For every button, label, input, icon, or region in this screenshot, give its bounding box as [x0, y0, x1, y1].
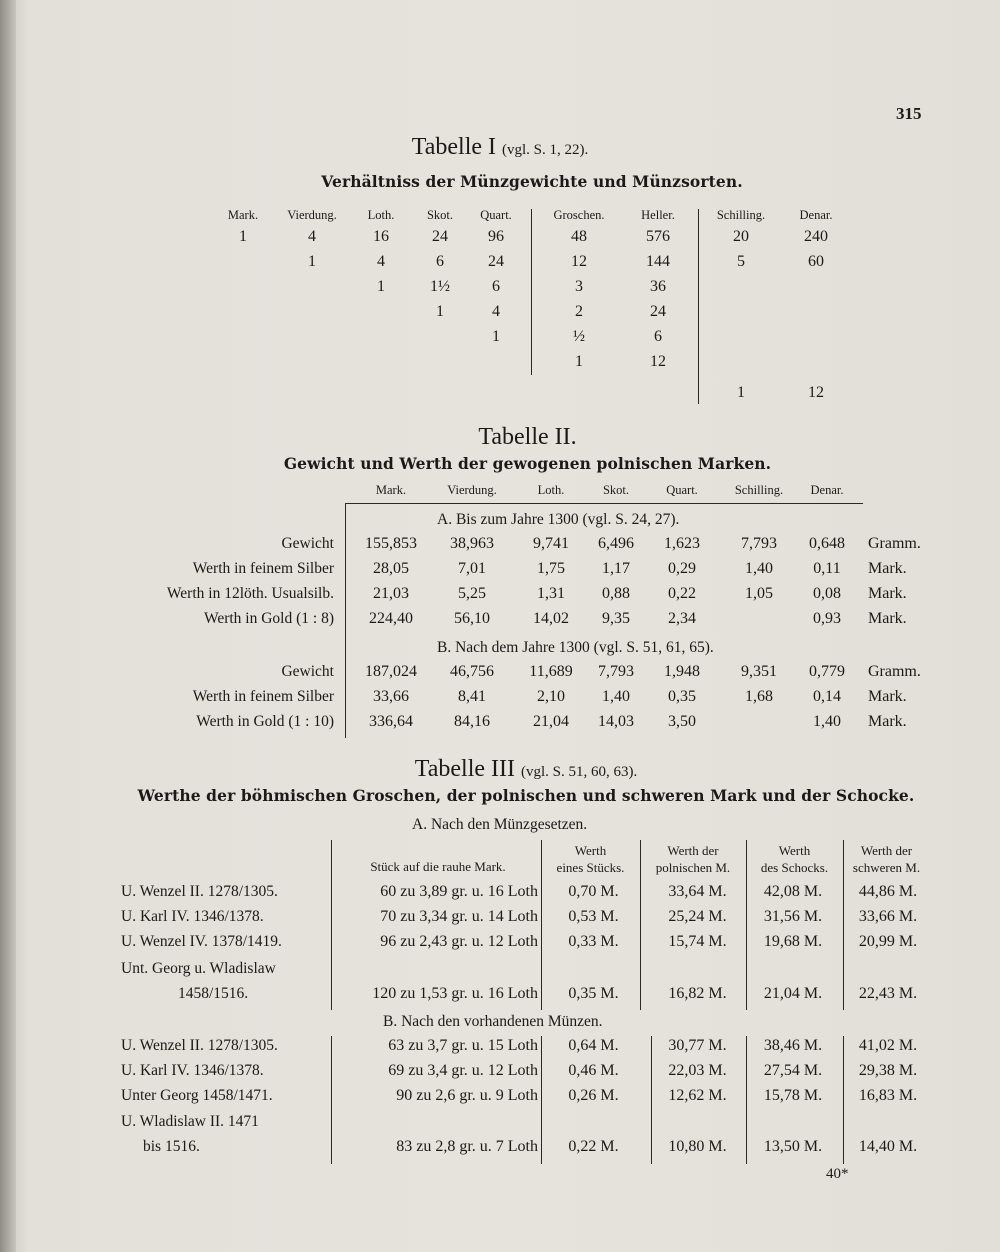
table3-divider-b1: [541, 1036, 542, 1164]
table2-cell: 7,01: [458, 560, 486, 577]
table2-cell: 38,963: [450, 535, 494, 552]
table1-header-cell: Quart.: [480, 208, 512, 222]
table3-value-cell: 33,64 M.: [668, 883, 727, 900]
table3-divider-a2: [640, 840, 641, 1010]
table1-cell: 4: [492, 303, 500, 320]
table3-header-cell: des Schocks.: [760, 860, 829, 875]
table3-value-cell: 42,08 M.: [763, 883, 823, 900]
table2-row-label: Gewicht: [281, 663, 334, 680]
table1-cell: 12: [650, 353, 666, 370]
table1-cell: 1: [239, 228, 247, 245]
table3-header-cell: eines Stücks.: [556, 860, 625, 875]
table2-cell: 155,853: [365, 535, 417, 552]
table2-section-a: A. Bis zum Jahre 1300 (vgl. S. 24, 27).: [437, 511, 680, 528]
table3-stueck-cell: 90 zu 2,6 gr. u. 9 Loth: [396, 1087, 538, 1104]
table2-cell: 33,66: [373, 688, 409, 705]
table1-cell: 48: [571, 228, 587, 245]
table2-row-label: Gewicht: [281, 535, 334, 552]
table1-cell: 24: [432, 228, 448, 245]
table2-header-rule: [345, 503, 863, 504]
table2-header-cell: Mark.: [375, 483, 407, 497]
table1-header-cell: Denar.: [799, 208, 833, 222]
table2-cell: 1,17: [602, 560, 630, 577]
table2-cell: 9,351: [741, 663, 777, 680]
table3-value-cell: 0,26 M.: [568, 1087, 619, 1104]
table2-cell: 0,29: [668, 560, 696, 577]
table3-value-cell: 12,62 M.: [668, 1087, 727, 1104]
table1-cell: 1: [308, 253, 316, 270]
table2-header-cell: Vierdung.: [447, 483, 497, 497]
table3-divider-a4: [843, 840, 844, 1010]
table3-row-label: U. Karl IV. 1346/1378.: [121, 1062, 264, 1079]
table3-value-cell: 41,02 M.: [858, 1037, 918, 1054]
table1-header-cell: Skot.: [426, 208, 454, 222]
table2-cell: 11,689: [529, 663, 573, 680]
table2-section-b: B. Nach dem Jahre 1300 (vgl. S. 51, 61, 65).: [437, 639, 714, 656]
table3-value-cell: 30,77 M.: [668, 1037, 727, 1054]
table2-title: Tabelle II.: [478, 424, 577, 450]
table2-cell: 2,10: [537, 688, 565, 705]
table1-cell: 1: [575, 353, 583, 370]
table2-cell: 336,64: [369, 713, 413, 730]
table2-header-cell: Loth.: [537, 483, 565, 497]
table3-value-cell: 0,46 M.: [568, 1062, 619, 1079]
table1-cell: 3: [575, 278, 583, 295]
table2-unit: Gramm.: [868, 535, 921, 552]
table3-row-label: U. Wenzel II. 1278/1305.: [121, 883, 278, 900]
table1-cell: 1½: [430, 278, 450, 295]
table3-value-cell: 15,74 M.: [668, 933, 727, 950]
table2-row-label: Werth in Gold (1 : 8): [203, 610, 334, 627]
table1-header-cell: Vierdung.: [287, 208, 337, 222]
page-number: 315: [896, 104, 922, 123]
table2-cell: 0,88: [602, 585, 630, 602]
table1-cell: 2: [575, 303, 583, 320]
table3-divider-a1: [541, 840, 542, 1010]
table3-header-cell: polnischen M.: [655, 860, 731, 875]
table2-header-cell: Skot.: [602, 483, 630, 497]
table1-cell: 12: [808, 384, 824, 401]
table2-cell: 0,11: [813, 560, 841, 577]
table1-cell: 20: [733, 228, 749, 245]
table2-subtitle: Gewicht und Werth der gewogenen polnischen Marken.: [283, 454, 772, 473]
table3-row-label: U. Wenzel II. 1278/1305.: [121, 1037, 278, 1054]
table2-cell: 0,93: [813, 610, 841, 627]
table2-unit: Mark.: [868, 610, 907, 627]
table3-value-cell: 25,24 M.: [668, 908, 727, 925]
table3-ref: (vgl. S. 51, 60, 63).: [521, 764, 638, 780]
table3-row-label: U. Wenzel IV. 1378/1419.: [121, 933, 282, 950]
table2-cell: 1,68: [745, 688, 773, 705]
table2-unit: Mark.: [868, 688, 907, 705]
table2-cell: 0,08: [813, 585, 841, 602]
table2-row-label: Werth in feinem Silber: [192, 688, 334, 705]
table2-cell: 21,04: [533, 713, 569, 730]
table3-row-label-cont: bis 1516.: [143, 1138, 200, 1155]
table2-cell: 8,41: [458, 688, 486, 705]
table2-header-cell: Denar.: [810, 483, 844, 497]
table3-value-cell: 19,68 M.: [763, 933, 823, 950]
table2-cell: 1,05: [745, 585, 773, 602]
table1-divider-1: [531, 209, 532, 375]
table3-value-cell: 31,56 M.: [763, 908, 823, 925]
table1-cell: 576: [646, 228, 670, 245]
table3-value-cell: 0,22 M.: [568, 1138, 619, 1155]
table1-cell: 24: [650, 303, 666, 320]
table1-cell: 96: [488, 228, 504, 245]
table2-cell: 1,623: [664, 535, 700, 552]
table3-stueck-cell: 60 zu 3,89 gr. u. 16 Loth: [380, 883, 538, 900]
table3-stueck-cell: 96 zu 2,43 gr. u. 12 Loth: [380, 933, 538, 950]
table2-cell: 84,16: [454, 713, 490, 730]
table3-value-cell: 0,33 M.: [568, 933, 619, 950]
table3-value-cell: 10,80 M.: [668, 1138, 727, 1155]
table2-cell: 9,35: [602, 610, 630, 627]
table3-divider-a3: [746, 840, 747, 1010]
table2-cell: 1,948: [664, 663, 700, 680]
table2-unit: Mark.: [868, 560, 907, 577]
table2-cell: 14,02: [533, 610, 569, 627]
table3-value-cell: 29,38 M.: [858, 1062, 918, 1079]
table3-section-a: A. Nach den Münzgesetzen.: [412, 816, 588, 833]
table2-cell: 187,024: [365, 663, 417, 680]
table3-divider-b3: [746, 1036, 747, 1164]
table1-cell: 1: [436, 303, 444, 320]
table3-divider-b4: [843, 1036, 844, 1164]
table2-cell: 21,03: [373, 585, 409, 602]
table2-row-label: Werth in Gold (1 : 10): [196, 713, 334, 730]
table1-cell: 5: [737, 253, 745, 270]
table3-value-cell: 22,03 M.: [668, 1062, 727, 1079]
table3-value-cell: 15,78 M.: [763, 1087, 823, 1104]
table2-label-divider: [345, 503, 346, 738]
table1-header-cell: Loth.: [367, 208, 395, 222]
table2-cell: 46,756: [450, 663, 494, 680]
table3-header-cell: Werth der: [667, 843, 719, 858]
table1-header-cell: Schilling.: [716, 208, 766, 222]
table3-value-cell: 0,70 M.: [568, 883, 619, 900]
table2-cell: 1,40: [602, 688, 630, 705]
table2-cell: 28,05: [373, 560, 409, 577]
table1-cell: 12: [571, 253, 587, 270]
table2-cell: 14,03: [598, 713, 634, 730]
table2-cell: 56,10: [454, 610, 490, 627]
table2-unit: Gramm.: [868, 663, 921, 680]
table3-stueck-cell: 120 zu 1,53 gr. u. 16 Loth: [372, 985, 538, 1002]
table3-stueck-cell: 63 zu 3,7 gr. u. 15 Loth: [388, 1037, 538, 1054]
table3-value-cell: 0,64 M.: [568, 1037, 619, 1054]
table3-value-cell: 22,43 M.: [858, 985, 918, 1002]
table2-cell: 0,648: [809, 535, 845, 552]
table3-row-label-cont: 1458/1516.: [178, 985, 249, 1002]
table1-cell: 4: [308, 228, 316, 245]
table2-row-label: Werth in 12löth. Usualsilb.: [166, 585, 334, 602]
table3-value-cell: 20,99 M.: [858, 933, 918, 950]
table3-stueck-cell: 69 zu 3,4 gr. u. 12 Loth: [388, 1062, 538, 1079]
table1-cell: 36: [650, 278, 666, 295]
table2-cell: 1,31: [537, 585, 565, 602]
table2-cell: 6,496: [598, 535, 634, 552]
table1-cell: 60: [808, 253, 824, 270]
table1-cell: 24: [488, 253, 504, 270]
table2-cell: 1,40: [813, 713, 841, 730]
table3-value-cell: 16,82 M.: [668, 985, 727, 1002]
table3-title-line: [0, 756, 1000, 783]
table3-header-cell: Werth: [778, 843, 811, 858]
table1-divider-2: [698, 209, 699, 404]
table2-cell: 7,793: [598, 663, 634, 680]
table3-value-cell: 14,40 M.: [858, 1138, 918, 1155]
table2-cell: 2,34: [668, 610, 696, 627]
table3-divider-b0: [331, 1036, 332, 1164]
table3-value-cell: 0,35 M.: [568, 985, 619, 1002]
table3-header-cell: Werth: [574, 843, 607, 858]
table1-cell: 16: [373, 228, 389, 245]
table2-unit: Mark.: [868, 585, 907, 602]
table2-cell: 9,741: [533, 535, 569, 552]
table3-row-label: Unt. Georg u. Wladislaw: [121, 960, 276, 977]
table1-cell: 144: [646, 253, 670, 270]
table3-value-cell: 13,50 M.: [763, 1138, 823, 1155]
table3-row-label: Unter Georg 1458/1471.: [121, 1087, 273, 1104]
table3-divider-a0: [331, 840, 332, 1010]
table1-cell: 6: [436, 253, 444, 270]
table1-header-cell: Groschen.: [553, 208, 605, 222]
table2-cell: 0,35: [668, 688, 696, 705]
table3-stueck-cell: 70 zu 3,34 gr. u. 14 Loth: [380, 908, 538, 925]
table3-value-cell: 38,46 M.: [763, 1037, 823, 1054]
table1-title-line: [0, 134, 1000, 161]
table3-value-cell: 33,66 M.: [858, 908, 918, 925]
table3-value-cell: 44,86 M.: [858, 883, 918, 900]
table3-title: Tabelle III: [414, 756, 515, 782]
table3-divider-b2: [651, 1036, 652, 1164]
table1-subtitle: Verhältniss der Münzgewichte und Münzsorten.: [321, 172, 743, 191]
table3-row-label: U. Wladislaw II. 1471: [121, 1113, 259, 1130]
table3-value-cell: 16,83 M.: [858, 1087, 918, 1104]
table3-row-label: U. Karl IV. 1346/1378.: [121, 908, 264, 925]
table1-cell: 1: [737, 384, 745, 401]
table2-cell: 5,25: [458, 585, 486, 602]
table2-header-cell: Quart.: [666, 483, 698, 497]
table2-unit: Mark.: [868, 713, 907, 730]
table1-header-cell: Heller.: [641, 208, 675, 222]
table3-header-cell: Stück auf die rauhe Mark.: [370, 859, 506, 874]
table2-header-cell: Schilling.: [734, 483, 784, 497]
table3-value-cell: 27,54 M.: [763, 1062, 823, 1079]
table2-cell: 0,779: [809, 663, 845, 680]
table1-cell: 1: [492, 328, 500, 345]
table2-cell: 1,40: [745, 560, 773, 577]
table2-cell: 3,50: [668, 713, 696, 730]
table2-row-label: Werth in feinem Silber: [192, 560, 334, 577]
footer-signature-mark: 40*: [826, 1166, 849, 1182]
table1-cell: 6: [492, 278, 500, 295]
table2-cell: 0,14: [813, 688, 841, 705]
table3-section-b: B. Nach den vorhandenen Münzen.: [383, 1013, 603, 1030]
table2-cell: 7,793: [741, 535, 777, 552]
table1-cell: 6: [654, 328, 662, 345]
table2-cell: 224,40: [369, 610, 413, 627]
table3-value-cell: 21,04 M.: [763, 985, 823, 1002]
table1-ref: (vgl. S. 1, 22).: [502, 142, 589, 158]
table2-cell: 1,75: [537, 560, 565, 577]
table3-value-cell: 0,53 M.: [568, 908, 619, 925]
table1-cell: 240: [804, 228, 828, 245]
table1-cell: 1: [377, 278, 385, 295]
table1-header-cell: Mark.: [227, 208, 259, 222]
table1-cell: 4: [377, 253, 385, 270]
table3-header-cell: Werth der: [860, 843, 913, 858]
table3-header-cell: schweren M.: [852, 860, 921, 875]
table3-subtitle: Werthe der böhmischen Groschen, der polnischen und schweren Mark und der Schocke.: [137, 786, 915, 805]
table1-cell: ½: [573, 328, 585, 345]
table3-stueck-cell: 83 zu 2,8 gr. u. 7 Loth: [396, 1138, 538, 1155]
table2-cell: 0,22: [668, 585, 696, 602]
table1-title: Tabelle I: [411, 134, 497, 160]
